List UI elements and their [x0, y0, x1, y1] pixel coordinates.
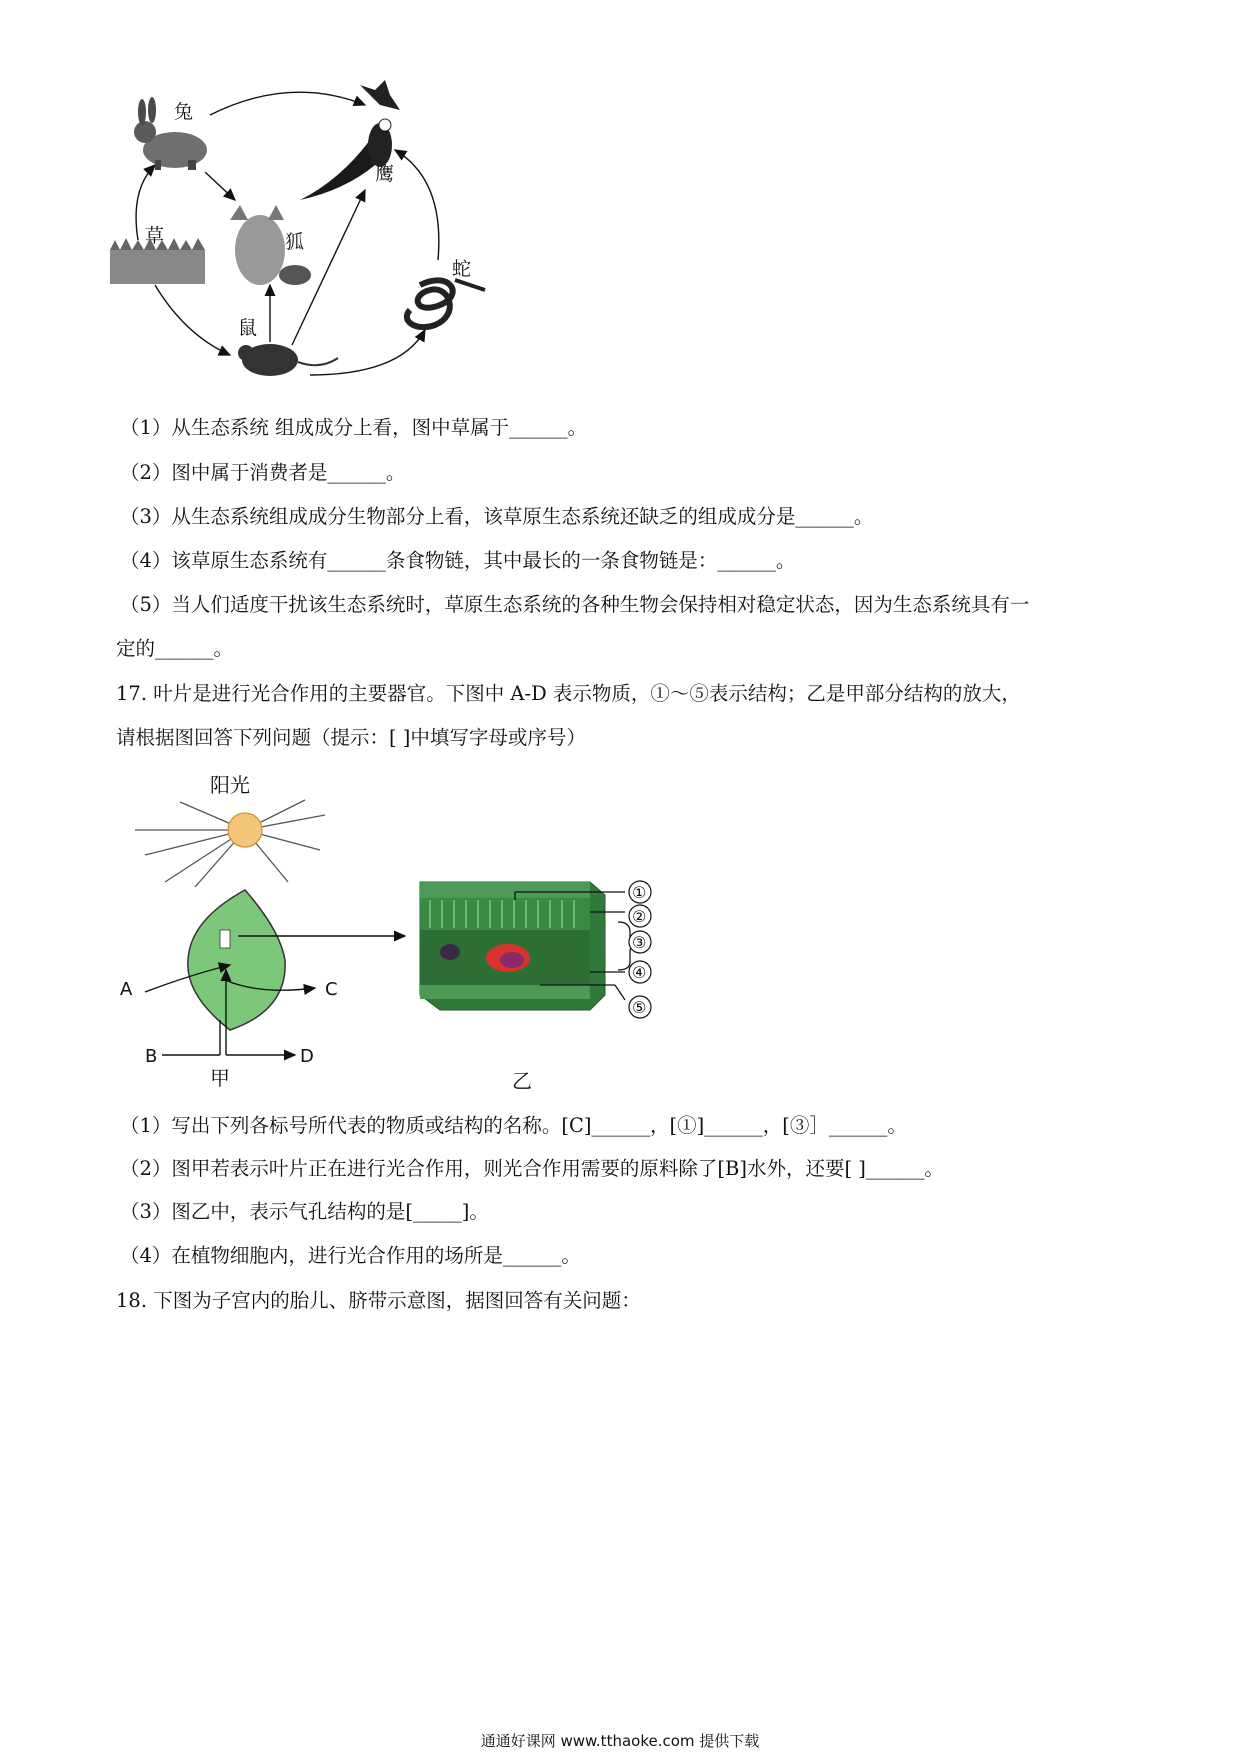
rabbit-label: 兔 — [174, 101, 194, 123]
arrow-snake-eagle — [395, 150, 439, 260]
leaf-image — [188, 890, 285, 1030]
q18-stem: 18. 下图为子宫内的胎儿、脐带示意图，据图回答有关问题： — [116, 1289, 641, 1312]
label-2-num: ② — [632, 907, 647, 926]
label-B: B — [145, 1046, 158, 1067]
fox-label: 狐 — [285, 231, 305, 253]
label-3-num: ③ — [632, 933, 647, 952]
q16-item-5-continued: 定的______。 — [116, 637, 234, 660]
label-yi: 乙 — [512, 1069, 532, 1093]
label-C: C — [325, 979, 338, 1000]
rabbit-image — [134, 97, 207, 170]
q17-item-3: （3）图乙中，表示气孔结构的是[_____]。 — [120, 1200, 489, 1223]
grass-label: 草 — [145, 225, 165, 247]
page-footer: 通通好课网 www.tthaoke.com 提供下载 — [480, 1732, 760, 1750]
sunlight-label: 阳光 — [210, 773, 250, 797]
arrow-rabbit-eagle — [210, 92, 365, 115]
q17-item-2: （2）图甲若表示叶片正在进行光合作用，则光合作用需要的原料除了[B]水外，还要[ ]______。 — [120, 1157, 944, 1180]
label-1-num: ① — [632, 883, 647, 902]
arrow-grass-mouse — [155, 285, 230, 355]
sun-icon — [135, 800, 325, 887]
mouse-label: 鼠 — [238, 317, 258, 339]
label-A: A — [120, 979, 133, 1000]
q17-stem-line-2: 请根据图回答下列问题（提示：[ ]中填写字母或序号） — [116, 726, 586, 749]
label-jia: 甲 — [210, 1066, 230, 1090]
mouse-image — [238, 344, 338, 376]
label-D: D — [300, 1046, 314, 1067]
leaf-cross-section-image — [420, 882, 605, 1010]
arrow-rabbit-fox — [205, 172, 235, 200]
q16-item-2: （2）图中属于消费者是______。 — [120, 461, 406, 484]
q16-item-4: （4）该草原生态系统有______条食物链，其中最长的一条食物链是：______。 — [120, 549, 796, 572]
leaf-photosynthesis-diagram — [120, 770, 740, 1110]
label-5-num: ⑤ — [632, 998, 647, 1017]
q16-item-5: （5）当人们适度干扰该生态系统时，草原生态系统的各种生物会保持相对稳定状态，因为生态系统具有一 — [120, 593, 1030, 616]
label-4-num: ④ — [632, 963, 647, 982]
q17-item-4: （4）在植物细胞内，进行光合作用的场所是______。 — [120, 1244, 581, 1267]
snake-image — [407, 280, 485, 327]
q16-item-3: （3）从生态系统组成成分生物部分上看，该草原生态系统还缺乏的组成成分是______。 — [120, 505, 874, 528]
q17-stem-line-1: 17. 叶片是进行光合作用的主要器官。下图中 A-D 表示物质，①～⑤表示结构；乙是甲部分结构的放大， — [116, 682, 1021, 705]
food-web-diagram — [100, 80, 560, 430]
q16-item-1: （1）从生态系统 组成成分上看，图中草属于______。 — [120, 416, 588, 439]
snake-label: 蛇 — [452, 258, 472, 280]
eagle-label: 鹰 — [375, 163, 395, 185]
arrow-mouse-snake — [310, 330, 425, 375]
q17-item-1: （1）写出下列各标号所代表的物质或结构的名称。[C]______，[①]______，[③］______。 — [120, 1114, 907, 1137]
